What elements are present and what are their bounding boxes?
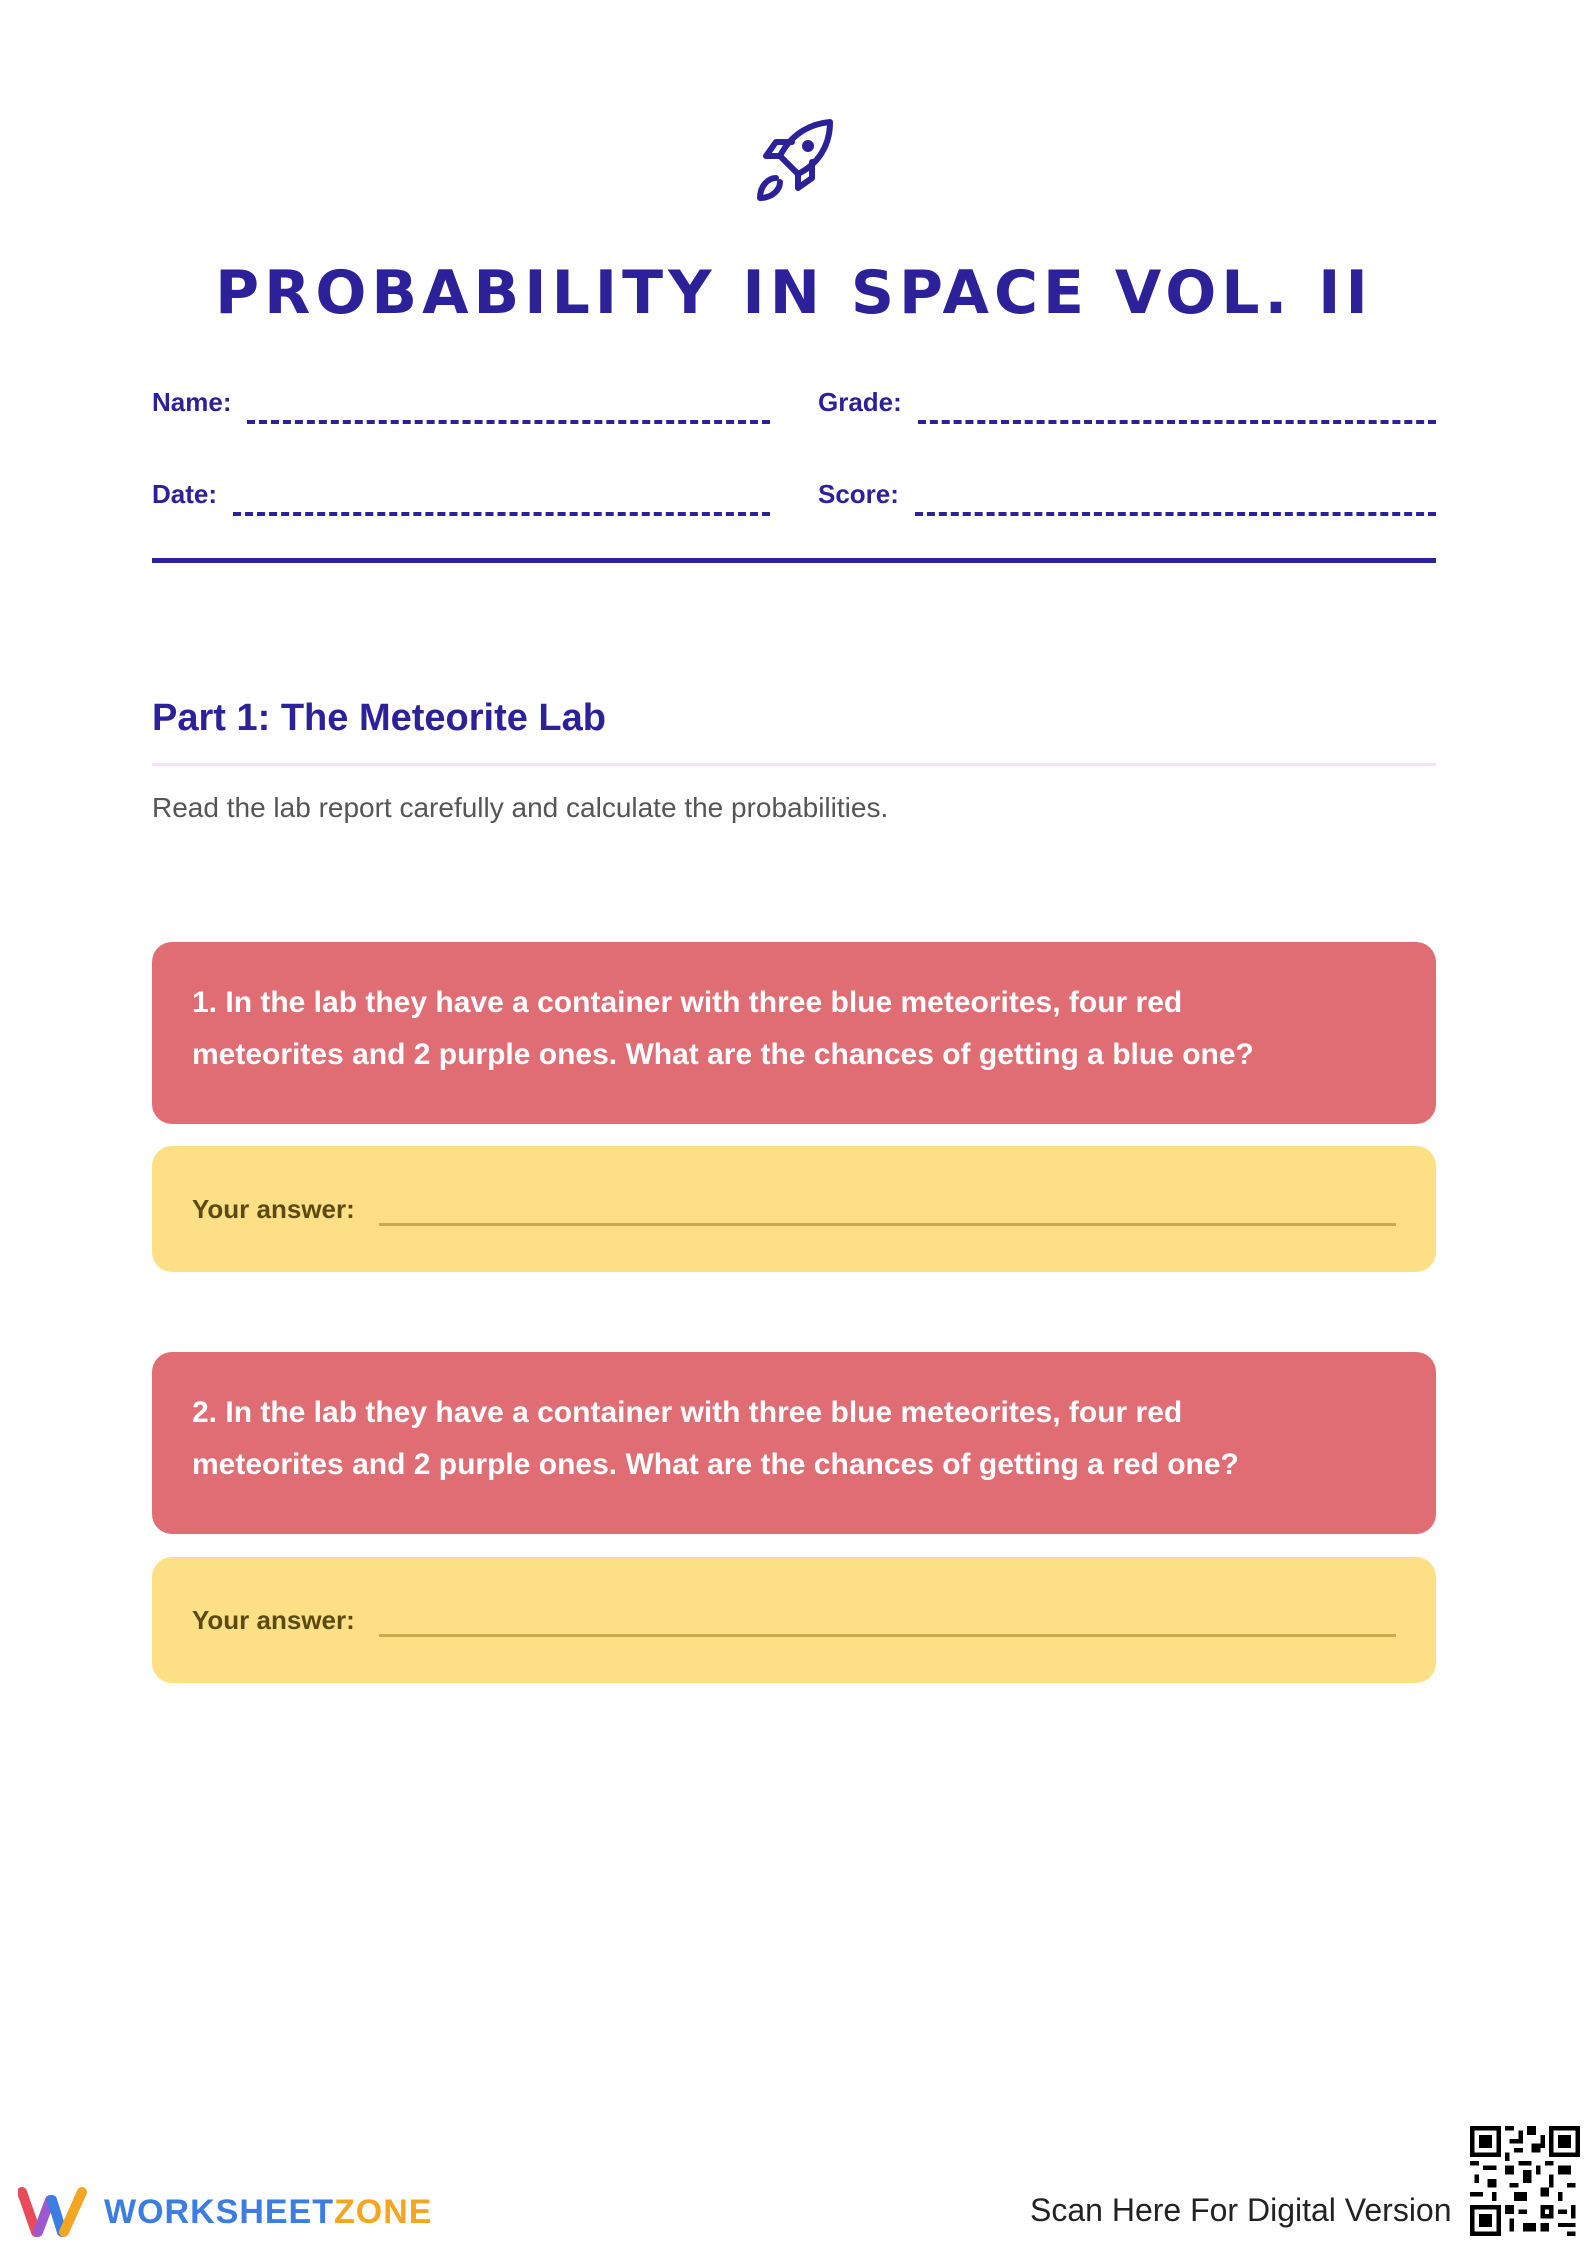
date-line[interactable]: [233, 512, 770, 516]
answer-line-2[interactable]: [379, 1634, 1396, 1637]
scan-text: Scan Here For Digital Version: [1030, 2192, 1452, 2228]
grade-field[interactable]: [818, 378, 1436, 428]
logo-text: [104, 2193, 432, 2232]
score-label: Score:: [818, 479, 899, 509]
question-2-line-2: meteorites and 2 purple ones. What are the chances of getting a red one?: [192, 1448, 1239, 1481]
logo-text-part-1: WORKSHEET: [104, 2192, 334, 2231]
date-field[interactable]: [152, 470, 770, 520]
answer-line-1[interactable]: [379, 1223, 1396, 1226]
question-1-line-1: 1. In the lab they have a container with three blue meteorites, four red: [192, 986, 1183, 1019]
answer-box-1[interactable]: [152, 1146, 1436, 1272]
header-divider: [152, 558, 1436, 563]
question-1-line-2: meteorites and 2 purple ones. What are the chances of getting a blue one?: [192, 1038, 1254, 1071]
name-label: Name:: [152, 387, 232, 417]
score-line[interactable]: [915, 512, 1436, 516]
logo-text-part-2: ZONE: [334, 2192, 433, 2231]
answer-box-2[interactable]: [152, 1557, 1436, 1683]
score-field[interactable]: [818, 470, 1436, 520]
name-field[interactable]: [152, 378, 770, 428]
qr-code-icon[interactable]: [1470, 2126, 1580, 2236]
section-rule: [152, 763, 1436, 766]
grade-line[interactable]: [918, 420, 1436, 424]
question-card-2: [152, 1352, 1436, 1534]
worksheetzone-logo[interactable]: [18, 2186, 432, 2238]
answer-label-2: Your answer:: [192, 1604, 355, 1635]
date-label: Date:: [152, 479, 218, 509]
page-title: PROBABILITY IN SPACE VOL. II: [215, 258, 1373, 328]
name-line[interactable]: [247, 420, 770, 424]
question-card-1: [152, 942, 1436, 1124]
answer-label-1: Your answer:: [192, 1193, 355, 1224]
grade-label: Grade:: [818, 387, 902, 417]
section-title: Part 1: The Meteorite Lab: [152, 697, 606, 739]
instructions: Read the lab report carefully and calculate the probabilities.: [152, 792, 889, 823]
question-2-line-1: 2. In the lab they have a container with three blue meteorites, four red: [192, 1396, 1183, 1429]
logo-w-icon: [18, 2186, 90, 2238]
rocket-icon: [746, 112, 842, 208]
